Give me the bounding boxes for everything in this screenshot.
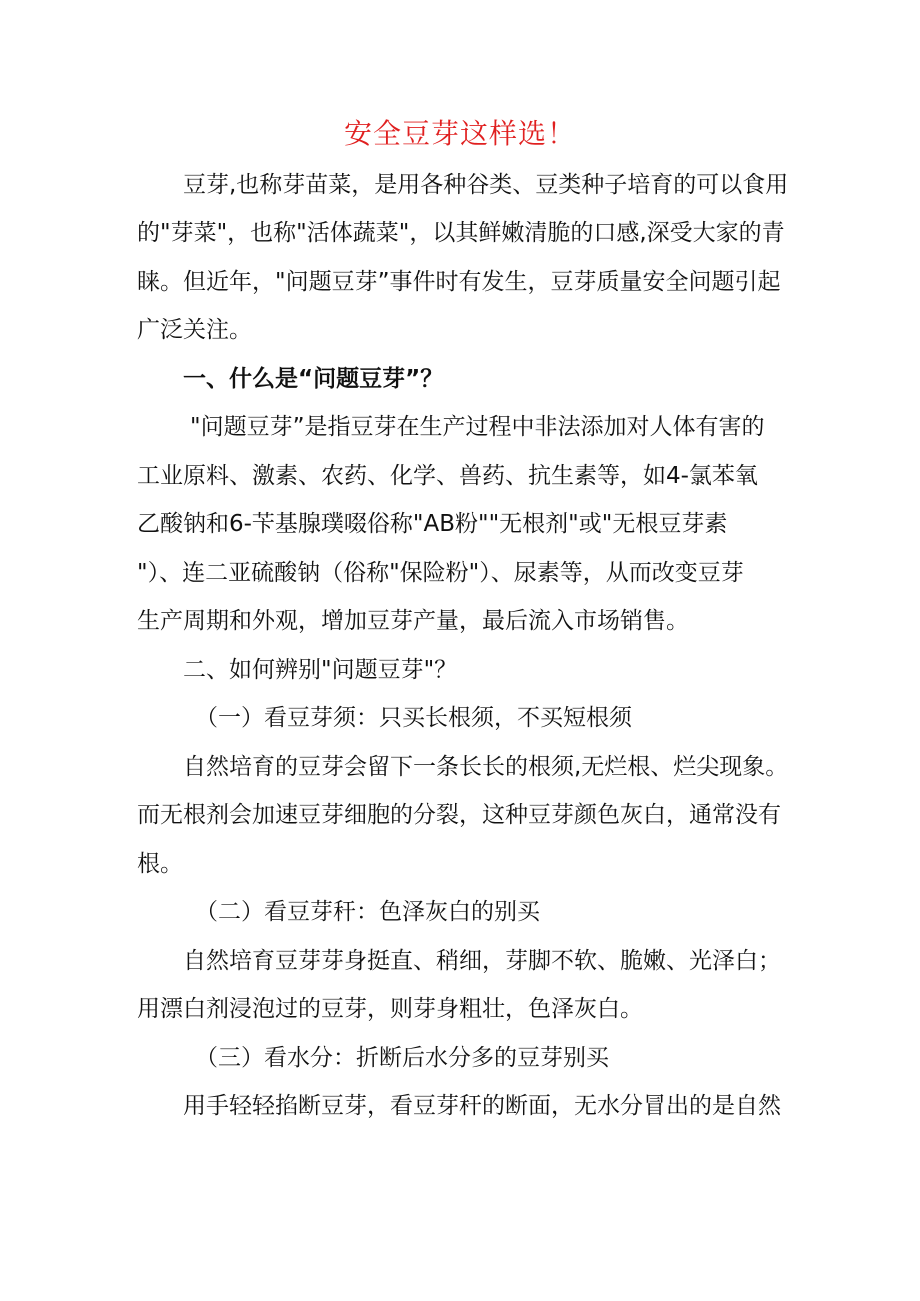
subsection-1-line-3: 根。 [137,851,183,877]
section-1-heading: 一、什么是“问题豆芽”？ [183,366,444,392]
subsection-3-heading: （三）看水分：折断后水分多的豆芽别买 [195,1045,609,1071]
intro-line-1: 豆芽,也称芽苗菜，是用各种谷类、豆类种子培育的可以食用 [183,172,789,198]
section-1-line-5: 生产周期和外观，增加豆芽产量，最后流入市场销售。 [137,608,689,634]
section-2-heading: 二、如何辨别"问题豆芽"？ [183,657,458,683]
subsection-2-line-2: 用漂白剂浸泡过的豆芽，则芽身粗壮，色泽灰白。 [137,996,643,1022]
section-1-line-3: 乙酸钠和6-苄基腺璞啜俗称"AB粉""无根剂"或"无根豆芽素 [137,511,728,537]
intro-line-4: 广泛关注。 [137,317,252,343]
intro-line-2: 的"芽菜"，也称"活体蔬菜"，以其鲜嫩清脆的口感,深受大家的青 [137,220,785,246]
subsection-1-line-1: 自然培育的豆芽会留下一条长长的根须,无烂根、烂尖现象。 [183,754,789,780]
section-1-line-1: "问题豆芽”是指豆芽在生产过程中非法添加对人体有害的 [190,414,765,440]
subsection-2-heading: （二）看豆芽秆：色泽灰白的别买 [195,899,540,925]
document-title: 安全豆芽这样选！ [343,117,576,150]
subsection-1-line-2: 而无根剂会加速豆芽细胞的分裂，这种豆芽颜色灰白，通常没有 [137,802,781,828]
subsection-1-heading: （一）看豆芽须：只买长根须，不买短根须 [195,705,632,731]
section-1-line-4: "）、连二亚硫酸钠（俗称"保险粉"）、尿素等，从而改变豆芽 [137,560,744,586]
subsection-2-line-1: 自然培育豆芽芽身挺直、稍细，芽脚不软、脆嫩、光泽白； [183,948,781,974]
section-1-line-2: 工业原料、激素、农药、化学、兽药、抗生素等，如4-氯苯氧 [137,463,758,489]
intro-line-3: 睐。但近年，"问题豆芽”事件时有发生，豆芽质量安全问题引起 [137,269,781,295]
subsection-3-line-1: 用手轻轻掐断豆芽，看豆芽秆的断面，无水分冒出的是自然 [183,1093,781,1119]
